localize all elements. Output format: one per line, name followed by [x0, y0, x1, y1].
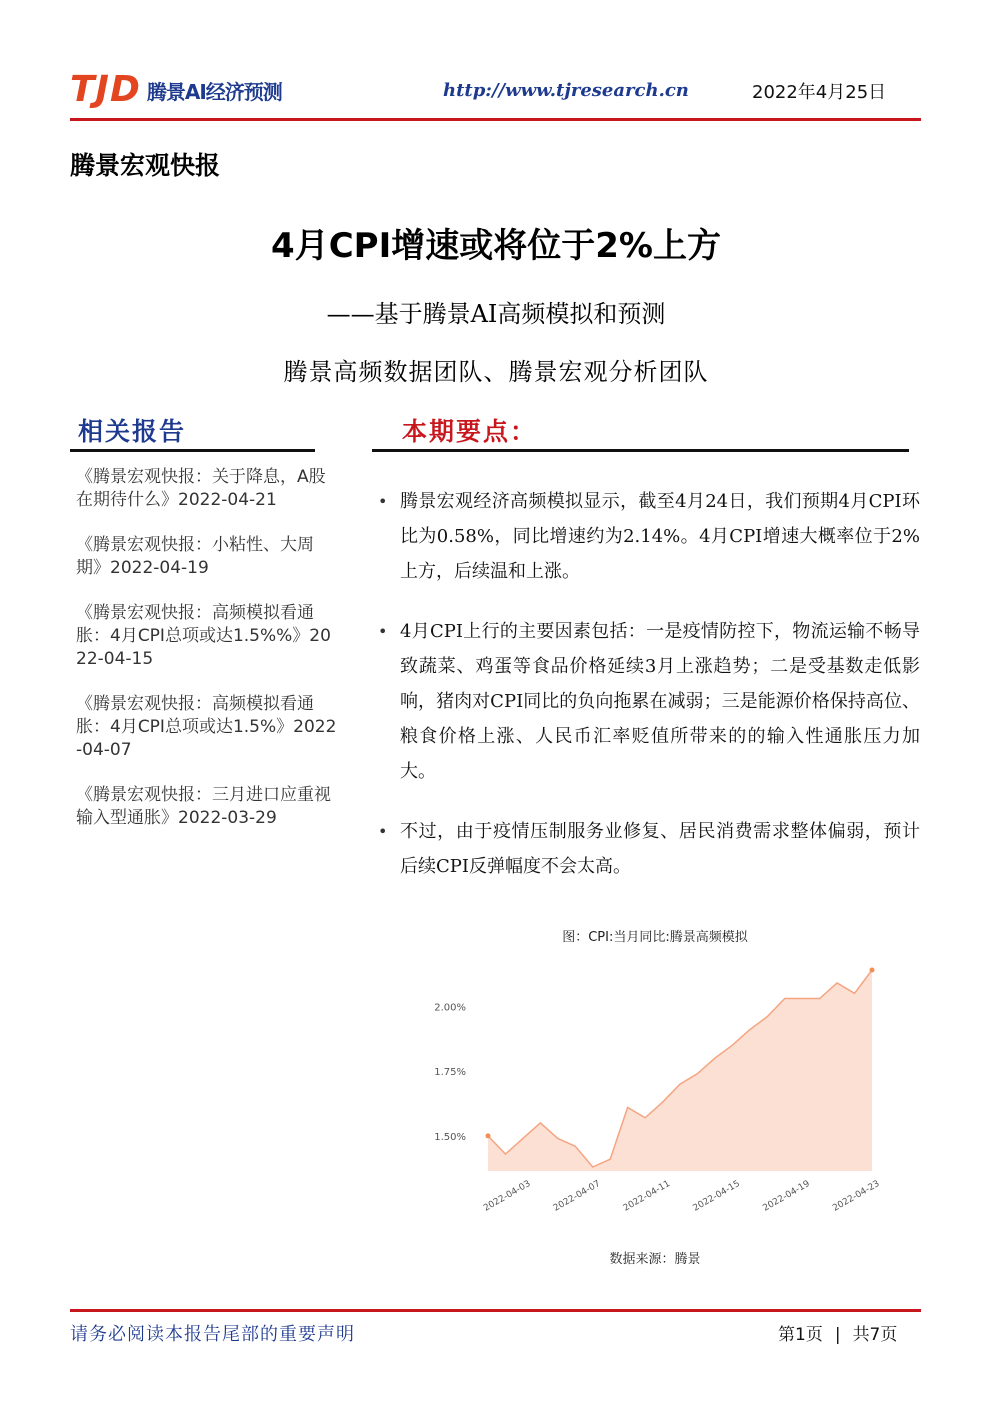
- series-name: 腾景宏观快报: [70, 151, 221, 180]
- related-reports-list: [76, 466, 338, 852]
- bullet-icon: •: [378, 822, 388, 841]
- x-tick-label: 2022-04-03: [482, 1178, 533, 1214]
- key-point-item: [374, 484, 920, 589]
- key-point-item: [374, 614, 920, 789]
- bullet-icon: •: [378, 492, 388, 511]
- series-area: [488, 970, 872, 1171]
- key-points-divider: [372, 449, 909, 452]
- current-page: 第1页: [778, 1325, 823, 1345]
- logo-mark: TJD: [70, 69, 141, 110]
- footer-divider: [70, 1309, 921, 1312]
- y-tick-label: 1.75%: [434, 1067, 466, 1079]
- key-points-heading: 本期要点：: [402, 417, 538, 446]
- x-tick-label: 2022-04-15: [691, 1178, 742, 1214]
- report-subtitle: ——基于腾景AI高频模拟和预测: [326, 300, 666, 328]
- disclaimer-notice[interactable]: 请务必阅读本报告尾部的重要声明: [70, 1324, 355, 1345]
- report-title: 4月CPI增速或将位于2%上方: [271, 226, 721, 266]
- x-tick-label: 2022-04-07: [551, 1178, 603, 1214]
- website-link[interactable]: http://www.tjresearch.cn: [443, 80, 689, 101]
- x-tick-label: 2022-04-23: [831, 1178, 882, 1214]
- key-points-list: [374, 484, 920, 909]
- chart-caption: 图：CPI:当月同比:腾景高频模拟: [562, 930, 748, 945]
- report-authors: 腾景高频数据团队、腾景宏观分析团队: [283, 358, 709, 386]
- x-tick-label: 2022-04-19: [761, 1178, 812, 1214]
- related-report-link[interactable]: 《腾景宏观快报：高频模拟看通胀：4月CPI总项或达1.5%%》2022-04-15: [76, 603, 331, 669]
- key-point-item: [374, 814, 920, 884]
- key-point-text: 腾景宏观经济高频模拟显示，截至4月24日，我们预期4月CPI环比为0.58%，同比增速约为2.14%。4月CPI增速大概率位于2%上方，后续温和上涨。: [400, 491, 920, 582]
- related-report-link[interactable]: 《腾景宏观快报：三月进口应重视输入型通胀》2022-03-29: [76, 785, 331, 828]
- header-divider: [70, 118, 921, 121]
- related-divider: [70, 449, 315, 452]
- related-reports-heading: 相关报告: [78, 417, 187, 446]
- key-point-text: 不过，由于疫情压制服务业修复、居民消费需求整体偏弱，预计后续CPI反弹幅度不会太高。: [400, 821, 920, 877]
- related-report-link[interactable]: 《腾景宏观快报：关于降息，A股在期待什么》2022-04-21: [76, 467, 326, 510]
- brand-logo: [70, 70, 282, 110]
- bullet-icon: •: [378, 622, 388, 641]
- related-report-link[interactable]: 《腾景宏观快报：高频模拟看通胀：4月CPI总项或达1.5%》2022-04-07: [76, 694, 337, 760]
- start-point: [486, 1133, 491, 1138]
- total-pages: 共7页: [852, 1325, 898, 1345]
- page-indicator: [778, 1320, 897, 1345]
- page-separator: |: [834, 1325, 841, 1345]
- cpi-yoy-chart: [430, 962, 900, 1222]
- x-tick-label: 2022-04-11: [621, 1178, 673, 1214]
- key-point-text: 4月CPI上行的主要因素包括：一是疫情防控下，物流运输不畅导致蔬菜、鸡蛋等食品价格延续3月上涨趋势；二是受基数走低影响，猪肉对CPI同比的负向拖累在减弱；三是能源价格保持高位、粮食价格上涨、人民币汇率贬值所带来的的输入性通胀压力加大。: [400, 621, 920, 782]
- chart-source: 数据来源：腾景: [609, 1252, 701, 1267]
- report-date: 2022年4月25日: [752, 82, 887, 103]
- logo-text: 腾景AI经济预测: [146, 79, 282, 104]
- related-report-link[interactable]: 《腾景宏观快报：小粘性、大周期》2022-04-19: [76, 535, 314, 578]
- y-tick-label: 2.00%: [434, 1002, 466, 1014]
- end-point: [870, 968, 875, 973]
- y-tick-label: 1.50%: [434, 1131, 466, 1143]
